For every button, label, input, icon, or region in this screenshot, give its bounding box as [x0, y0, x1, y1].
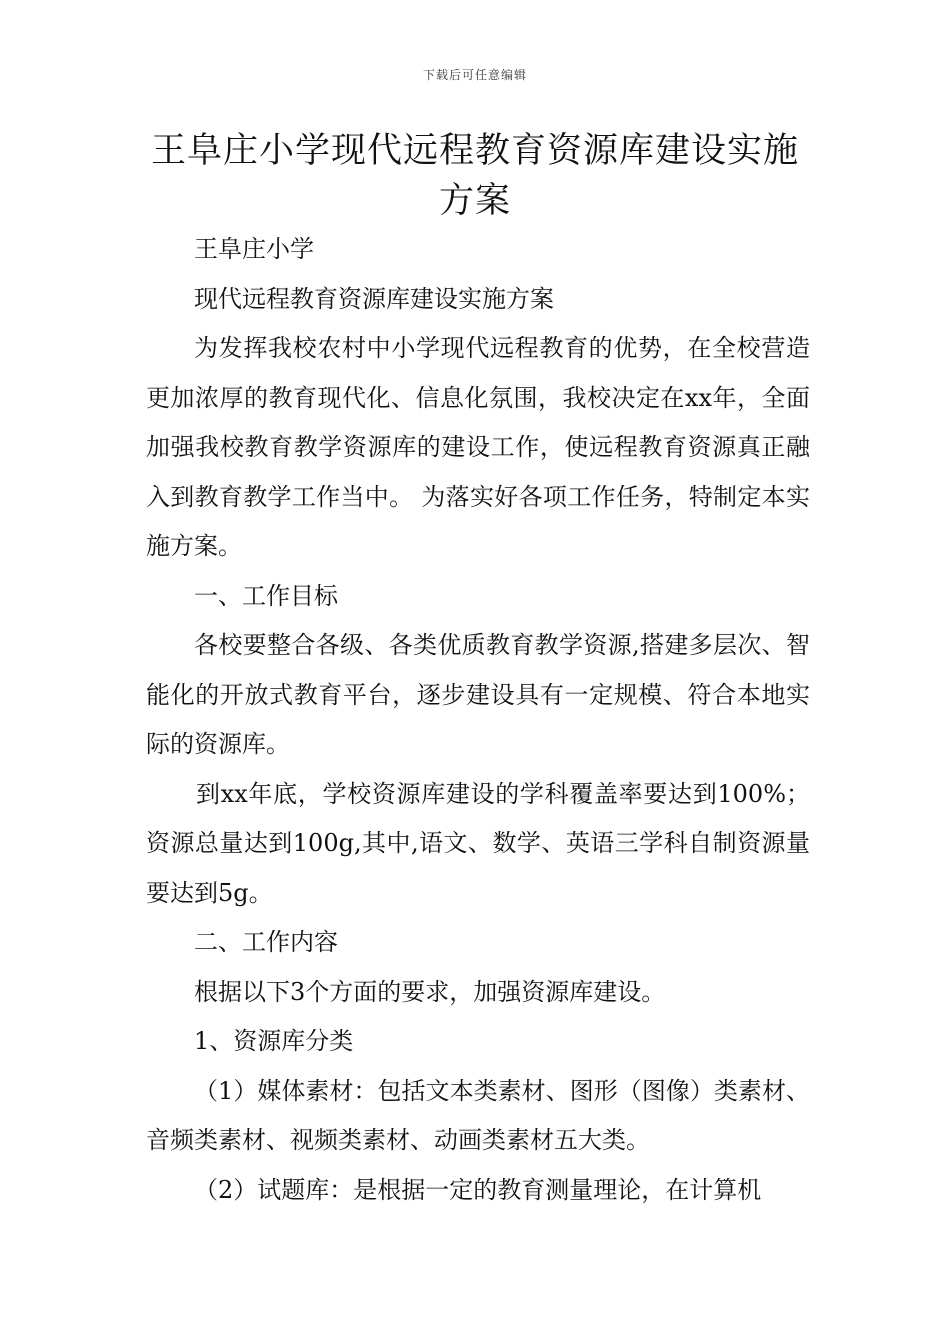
- header-note: 下载后可任意编辑: [422, 68, 527, 82]
- document-title: [120, 126, 830, 226]
- target-paragraph: 到xx年底，学校资源库建设的学科覆盖率要达到100%；资源总量达到100g,其中,语文、数学、英语三学科自制资源量要达到5g。: [146, 779, 810, 907]
- subsection-heading-classification: 1、资源库分类: [194, 1027, 354, 1055]
- goals-paragraph: 各校要整合各级、各类优质教育教学资源,搭建多层次、智能化的开放式教育平台，逐步建设具有一定规模、符合本地实际的资源库。: [146, 631, 810, 758]
- section-heading-content: 二、工作内容: [194, 928, 338, 956]
- question-bank-paragraph: （2）试题库：是根据一定的教育测量理论，在计算机: [194, 1175, 762, 1204]
- school-name-line: 王阜庄小学: [194, 235, 314, 263]
- document-body: [146, 225, 810, 1215]
- media-material-paragraph: （1）媒体素材：包括文本类素材、图形（图像）类素材、音频类素材、视频类素材、动画类素材五大类。: [146, 1076, 810, 1154]
- intro-paragraph: 为发挥我校农村中小学现代远程教育的优势，在全校营造更加浓厚的教育现代化、信息化氛围，我校决定在xx年，全面加强我校教育教学资源库的建设工作，使远程教育资源真正融入到教育教学工作当中。 为落实好各项工作任务，特制定本实施方案。: [146, 334, 810, 560]
- section-heading-goals: 一、工作目标: [194, 581, 338, 610]
- content-intro-paragraph: 根据以下3个方面的要求，加强资源库建设。: [194, 977, 666, 1006]
- title-line-2: 方案: [438, 181, 511, 221]
- title-line-1: 王阜庄小学现代远程教育资源库建设实施: [150, 131, 799, 171]
- plan-name-line: 现代远程教育资源库建设实施方案: [194, 284, 554, 313]
